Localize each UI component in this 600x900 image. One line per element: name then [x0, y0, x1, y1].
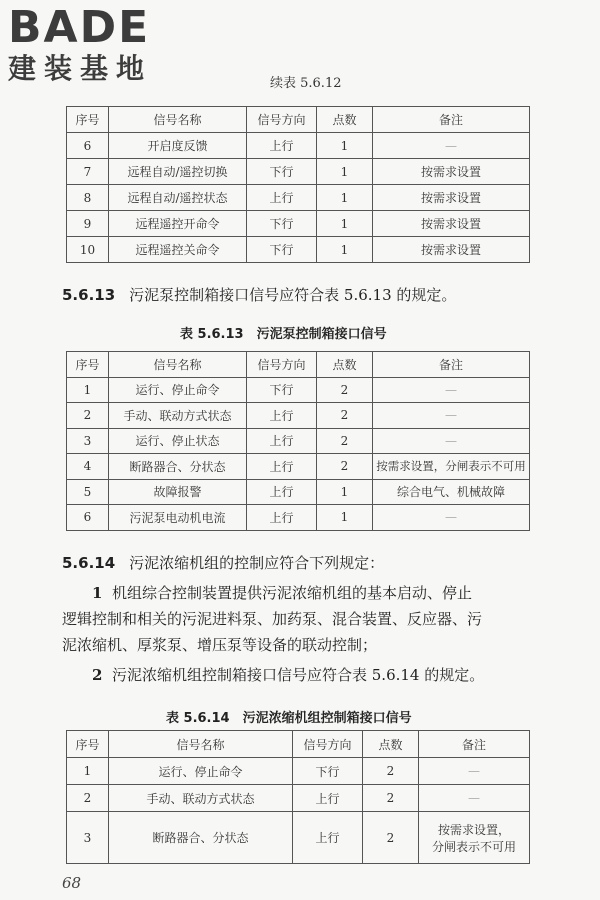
signal-table-5-6-12-cont — [66, 106, 530, 263]
cell: 远程自动/遥控切换 — [109, 159, 247, 185]
cell: 故障报警 — [109, 479, 247, 505]
cell — [419, 812, 530, 864]
text-line: 泥浓缩机、厚浆泵、增压泵等设备的联动控制； — [62, 636, 378, 654]
text-line: 机组综合控制装置提供污泥浓缩机组的基本启动、停止 — [111, 584, 472, 602]
cell: 断路器合、分状态 — [109, 454, 247, 480]
cell: — — [419, 758, 530, 785]
cell: 3 — [67, 812, 109, 864]
section-5-6-13 — [62, 284, 456, 305]
header-cell: 信号名称 — [109, 731, 293, 758]
cell: 按需求设置 — [373, 237, 530, 263]
cell: 2 — [317, 454, 373, 480]
cell: 1 — [317, 505, 373, 531]
logo — [8, 4, 152, 86]
header-cell: 点数 — [363, 731, 419, 758]
header-cell: 点数 — [317, 107, 373, 133]
cell: 上行 — [293, 812, 363, 864]
cell: 2 — [363, 812, 419, 864]
cell: 上行 — [247, 479, 317, 505]
cell: 上行 — [247, 185, 317, 211]
table-caption-5-6-13: 表 5.6.13 污泥泵控制箱接口信号 — [180, 327, 387, 342]
cell: — — [373, 505, 530, 531]
text-line: 逻辑控制和相关的污泥进料泵、加药泵、混合装置、反应器、污 — [62, 610, 483, 628]
table-header-row — [67, 107, 530, 133]
table-row — [67, 428, 530, 454]
logo-text-cn: 建装基地 — [8, 52, 153, 85]
cell: 1 — [317, 185, 373, 211]
cell: 手动、联动方式状态 — [109, 403, 247, 429]
cell: 开启度反馈 — [109, 133, 247, 159]
cell: 10 — [67, 237, 109, 263]
section-text: 污泥泵控制箱接口信号应符合表 5.6.13 的规定。 — [129, 286, 457, 304]
section-number: 5.6.14 — [62, 554, 116, 572]
cell: 8 — [67, 185, 109, 211]
cell: 远程遥控关命令 — [109, 237, 247, 263]
cell: 按需求设置 — [373, 159, 530, 185]
cell: 下行 — [293, 758, 363, 785]
table-caption-5-6-14: 表 5.6.14 污泥浓缩机组控制箱接口信号 — [166, 711, 412, 726]
signal-table-5-6-13 — [66, 351, 530, 531]
note-line: 分闸表示不可用 — [431, 839, 516, 854]
cell: 9 — [67, 211, 109, 237]
cell: 污泥泵电动机电流 — [109, 505, 247, 531]
table-row — [67, 185, 530, 211]
cell: — — [373, 428, 530, 454]
header-cell: 信号名称 — [109, 352, 247, 378]
cell: 运行、停止命令 — [109, 377, 247, 403]
table-row — [67, 159, 530, 185]
table-caption-continued: 续表 5.6.12 — [270, 76, 342, 91]
paragraph-2 — [62, 662, 542, 688]
cell: 综合电气、机械故障 — [373, 479, 530, 505]
cell: 3 — [67, 428, 109, 454]
cell: 2 — [317, 403, 373, 429]
signal-table-5-6-14 — [66, 730, 530, 864]
item-number: 2 — [92, 666, 103, 684]
section-text: 污泥浓缩机组的控制应符合下列规定： — [129, 554, 385, 572]
cell: 上行 — [247, 133, 317, 159]
cell: 手动、联动方式状态 — [109, 785, 293, 812]
table-row — [67, 133, 530, 159]
cell: 上行 — [247, 505, 317, 531]
cell: 1 — [317, 237, 373, 263]
cell: 上行 — [247, 403, 317, 429]
cell: 按需求设置，分闸表示不可用 — [373, 454, 530, 480]
table-row — [67, 454, 530, 480]
header-cell: 备注 — [419, 731, 530, 758]
cell: 1 — [317, 133, 373, 159]
cell: 下行 — [247, 377, 317, 403]
cell: 2 — [363, 785, 419, 812]
table-row — [67, 211, 530, 237]
cell: — — [373, 403, 530, 429]
cell: 1 — [67, 758, 109, 785]
table-row — [67, 377, 530, 403]
table-header-row — [67, 731, 530, 758]
cell: 2 — [67, 785, 109, 812]
header-cell: 备注 — [373, 352, 530, 378]
cell: 7 — [67, 159, 109, 185]
header-cell: 备注 — [373, 107, 530, 133]
cell: 5 — [67, 479, 109, 505]
cell: 下行 — [247, 211, 317, 237]
cell: 远程遥控开命令 — [109, 211, 247, 237]
cell: 上行 — [247, 428, 317, 454]
page-number: 68 — [62, 874, 82, 892]
cell: 远程自动/遥控状态 — [109, 185, 247, 211]
cell: 1 — [317, 479, 373, 505]
table-row — [67, 479, 530, 505]
cell: — — [419, 785, 530, 812]
table-header-row — [67, 352, 530, 378]
table-row — [67, 237, 530, 263]
header-cell: 点数 — [317, 352, 373, 378]
text-line: 污泥浓缩机组控制箱接口信号应符合表 5.6.14 的规定。 — [111, 666, 485, 684]
cell: 下行 — [247, 159, 317, 185]
section-5-6-14 — [62, 552, 384, 573]
cell: 2 — [363, 758, 419, 785]
cell: 1 — [317, 159, 373, 185]
cell: — — [373, 377, 530, 403]
section-number: 5.6.13 — [62, 286, 116, 304]
cell: 2 — [317, 428, 373, 454]
cell: 断路器合、分状态 — [109, 812, 293, 864]
cell: 4 — [67, 454, 109, 480]
table-row — [67, 785, 530, 812]
cell: 2 — [67, 403, 109, 429]
cell: 2 — [317, 377, 373, 403]
cell: 运行、停止状态 — [109, 428, 247, 454]
note-line: 按需求设置， — [437, 822, 510, 837]
cell: 下行 — [247, 237, 317, 263]
cell: 上行 — [293, 785, 363, 812]
cell: 6 — [67, 133, 109, 159]
table-row — [67, 403, 530, 429]
header-cell: 序号 — [67, 107, 109, 133]
cell: 运行、停止命令 — [109, 758, 293, 785]
cell: 按需求设置 — [373, 211, 530, 237]
cell: 上行 — [247, 454, 317, 480]
cell: 1 — [317, 211, 373, 237]
header-cell: 信号名称 — [109, 107, 247, 133]
cell: 1 — [67, 377, 109, 403]
header-cell: 信号方向 — [293, 731, 363, 758]
header-cell: 信号方向 — [247, 352, 317, 378]
cell: 6 — [67, 505, 109, 531]
header-cell: 序号 — [67, 731, 109, 758]
paragraph-1 — [62, 580, 542, 658]
table-row — [67, 505, 530, 531]
header-cell: 信号方向 — [247, 107, 317, 133]
cell: — — [373, 133, 530, 159]
logo-text-en: BADE — [8, 2, 151, 53]
table-row — [67, 812, 530, 864]
header-cell: 序号 — [67, 352, 109, 378]
table-row — [67, 758, 530, 785]
item-number: 1 — [92, 584, 103, 602]
cell: 按需求设置 — [373, 185, 530, 211]
